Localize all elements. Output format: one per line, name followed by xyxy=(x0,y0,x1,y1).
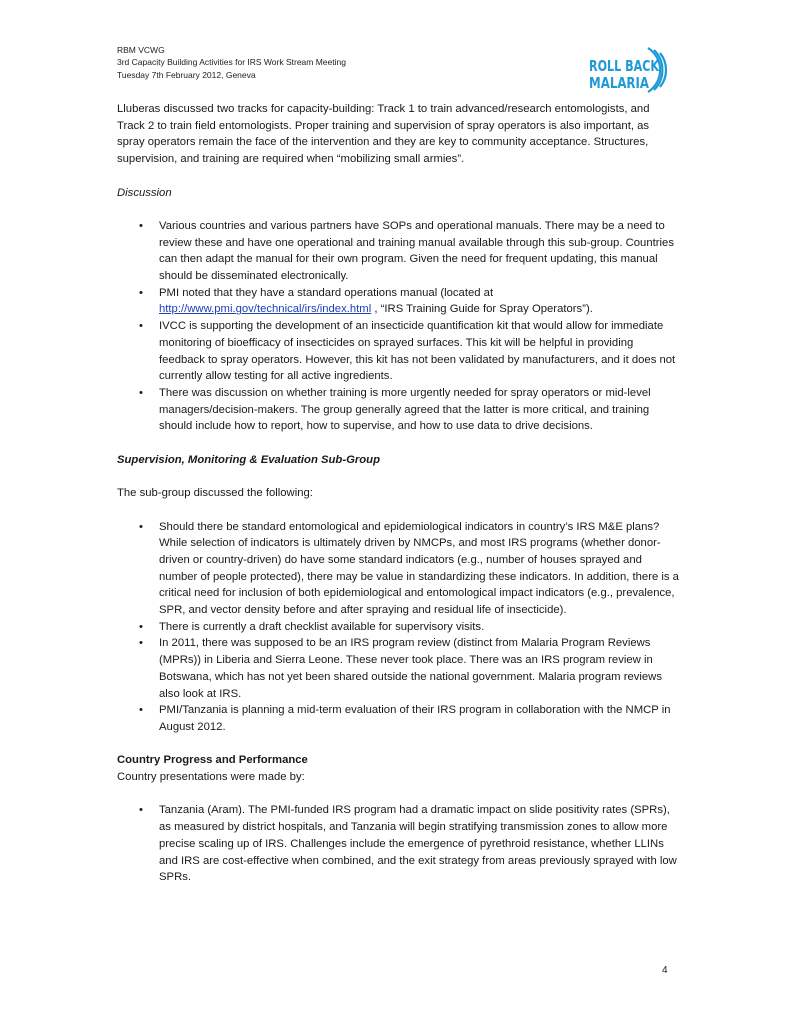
list-item xyxy=(117,285,679,318)
country-intro: Country presentations were made by: xyxy=(117,771,305,784)
supervision-intro: The sub-group discussed the following: xyxy=(117,487,313,500)
discussion-list xyxy=(117,218,679,435)
discussion-heading: Discussion xyxy=(117,186,172,199)
list-item xyxy=(117,619,679,636)
list-item xyxy=(117,218,679,285)
list-item-text: Should there be standard entomological and epidemiological indicators in country’s IRS M&E plans? While selection of indicators is ultimately driven by NMCPs, and most IRS programs (whether donor-driven or country-driven) do have some standard indicators (e.g., number of houses sprayed and number of people protected), there may be value in standardizing these indicators. In addition, there is a critical need for inclusion of both epidemiological and entomological impact indicators (e.g., prevalence, SPR, and vector density before and after spraying and residual life of insecticide). xyxy=(159,520,679,617)
bullet-icon: • xyxy=(139,219,143,232)
bullet-icon: • xyxy=(139,520,143,533)
list-item xyxy=(117,385,679,435)
page-header xyxy=(117,44,346,81)
bullet-icon: • xyxy=(139,704,143,717)
list-item-text: PMI/Tanzania is planning a mid-term evaluation of their IRS program in collaboration with the NMCP in August 2012. xyxy=(159,704,671,733)
bullet-icon: • xyxy=(139,386,143,399)
pmi-irs-link[interactable]: http://www.pmi.gov/technical/irs/index.html xyxy=(159,303,372,316)
header-org: RBM VCWG xyxy=(117,45,165,55)
supervision-heading: Supervision, Monitoring & Evaluation Sub-Group xyxy=(117,453,380,466)
list-item-text: Tanzania (Aram). The PMI-funded IRS program had a dramatic impact on slide positivity rates (SPRs), as measured by district hospitals, and Tanzania will begin stratifying transmission zones to allow more precise scaling up of IRS. Challenges include the emergence of pyrethroid resistance, whether LLINs and IRS are cost-effective when combined, and the exit strategy from areas previously sprayed with low SPRs. xyxy=(159,804,677,884)
list-item-text: PMI noted that they have a standard operations manual (located at xyxy=(159,286,494,299)
country-list xyxy=(117,802,679,886)
bullet-icon: • xyxy=(139,286,143,299)
bullet-icon: • xyxy=(139,620,143,633)
list-item xyxy=(117,802,679,886)
document-body xyxy=(117,101,679,886)
intro-paragraph: Lluberas discussed two tracks for capacity-building: Track 1 to train advanced/research entomologists, and Track 2 to train field entomologists. Proper training and supervision of spray operators is also important, as spray operators remain the face of the intervention and they are key to community acceptance. Structures, supervision, and training are required when “mobilizing small armies”. xyxy=(117,103,650,166)
list-item xyxy=(117,702,679,735)
list-item xyxy=(117,635,679,702)
bullet-icon: • xyxy=(139,320,143,333)
header-meeting: 3rd Capacity Building Activities for IRS Work Stream Meeting xyxy=(117,57,346,68)
supervision-list xyxy=(117,519,679,736)
bullet-icon: • xyxy=(139,637,143,650)
list-item xyxy=(117,519,679,619)
page-number: 4 xyxy=(662,965,668,976)
header-date: Tuesday 7th February 2012, Geneva xyxy=(117,69,256,80)
roll-back-malaria-logo xyxy=(586,44,678,96)
country-heading: Country Progress and Performance xyxy=(117,754,308,767)
list-item-text: There was discussion on whether training is more urgently needed for spray operators or mid-level managers/decision-makers. The group generally agreed that the latter is more critical, and training should include how to report, how to supervise, and how to use data to drive decisions. xyxy=(159,386,651,433)
list-item-text: Various countries and various partners have SOPs and operational manuals. There may be a need to review these and have one operational and training manual available through this sub-group. Countries can then adapt the manual for their own program. Given the need for frequent updating, this manual should be disseminated electronically. xyxy=(159,219,674,282)
list-item-text: IVCC is supporting the development of an insecticide quantification kit that would allow for immediate monitoring of bioefficacy of insecticides on sprayed surfaces. This kit will be helpful in providing feedback to spray operators. However, this kit has not been validated by manufacturers, and it does not currently allow testing for all active ingredients. xyxy=(159,320,676,383)
logo-line-1: ROLL BACK xyxy=(589,57,661,75)
list-item-text: In 2011, there was supposed to be an IRS program review (distinct from Malaria Program Reviews (MPRs)) in Liberia and Sierra Leone. These never took place. There was an IRS program review in Botswana, which has not yet been shared outside the national government. Malaria program reviews also look at IRS. xyxy=(159,637,662,700)
list-item-text: There is currently a draft checklist available for supervisory visits. xyxy=(159,620,485,633)
bullet-icon: • xyxy=(139,804,143,817)
logo-line-2: MALARIA xyxy=(589,74,650,92)
list-item-text: , “IRS Training Guide for Spray Operators”). xyxy=(371,303,593,316)
list-item xyxy=(117,318,679,385)
